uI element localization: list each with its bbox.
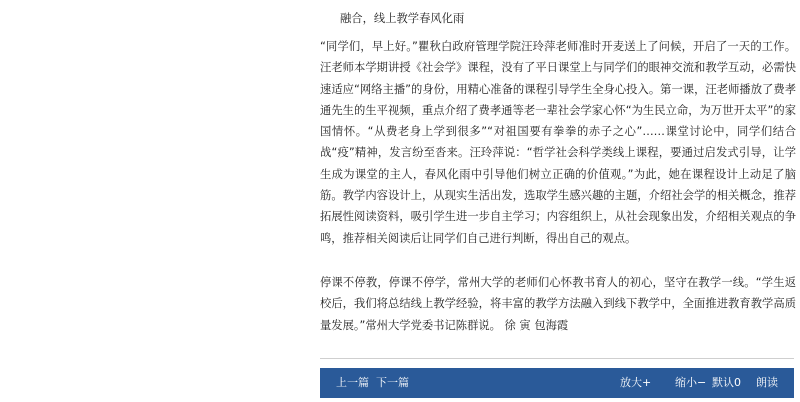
next-article-link[interactable]: 下一篇: [376, 376, 409, 389]
zoom-in-button[interactable]: 放大+: [620, 376, 652, 389]
article-paragraph-2: 停课不停教，停课不停学，常州大学的老师们心怀教书育人的初心，坚守在教学一线。“学生返校后，我们将总结线上教学经验，将丰富的教学方法融入到线下教学中，全面推进教育教学高质量发展。”常州大学党委书记陈群说。 徐 寅 包海霞: [320, 276, 796, 332]
prev-article-link[interactable]: 上一篇: [336, 376, 369, 389]
default-size-button[interactable]: 默认0: [712, 376, 741, 389]
article-paragraph-1: “同学们，早上好。”瞿秋白政府管理学院汪玲萍老师准时开麦送上了问候，开启了一天的工作。汪老师本学期讲授《社会学》课程，没有了平日课堂上与同学们的眼神交流和教学互动，必需快速适应“网络主播”的身份，用精心准备的课程引导学生全身心投入。第一课，汪老师播放了费孝通先生的生平视频，重点介绍了费孝通等老一辈社会学家心怀“为生民立命，为万世开太平”的家国情怀。“从费老身上学到很多”“对祖国要有拳拳的赤子之心”……课堂讨论中，同学们结合战“疫”精神，发言纷至沓来。汪玲萍说：“哲学社会科学类线上课程，要通过启发式引导，让学生成为课堂的主人，春风化雨中引导他们树立正确的价值观。”为此，她在课程设计上动足了脑筋。教学内容设计上，从现实生活出发，选取学生感兴趣的主题，介绍社会学的相关概念，推荐拓展性阅读资料，吸引学生进一步自主学习；内容组织上，从社会现象出发，介绍相关观点的争鸣，推荐相关阅读后让同学们自己进行判断，得出自己的观点。: [320, 40, 796, 245]
article-intro-line: 融合，线上教学春风化雨: [340, 12, 465, 25]
read-aloud-button[interactable]: 朗读: [756, 376, 778, 389]
zoom-out-button[interactable]: 缩小−: [675, 376, 707, 389]
divider: [320, 358, 794, 359]
article-toolbar: [320, 368, 794, 398]
